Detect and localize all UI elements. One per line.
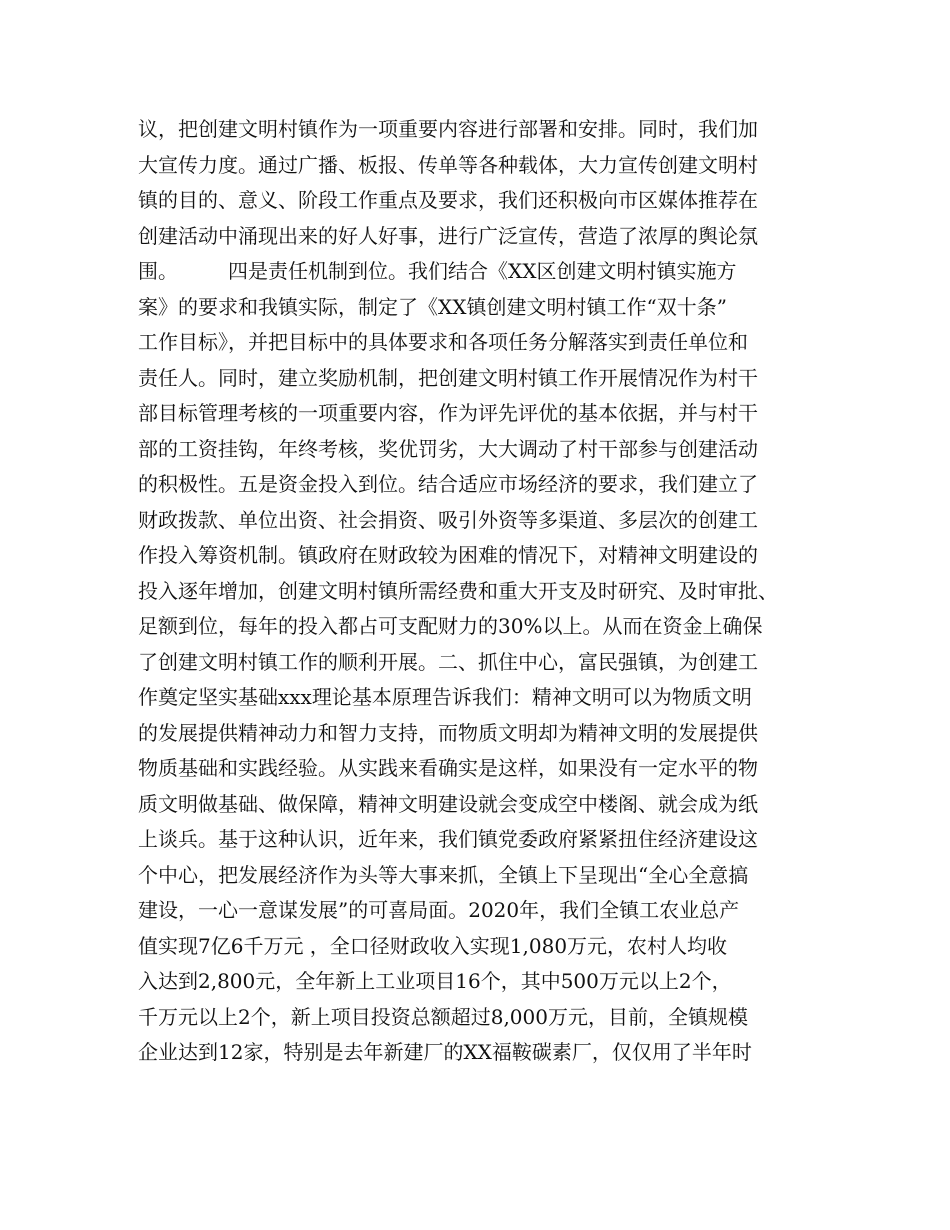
text-line: 镇的目的、意义、阶段工作重点及要求，我们还积极向市区媒体推荐在	[138, 188, 758, 212]
text-line: 部的工资挂钩，年终考核，奖优罚劣，大大调动了村干部参与创建活动	[138, 436, 758, 461]
text-line: 建设，一心一意谋发展”的可喜局面。2020年，我们全镇工农业总产	[138, 898, 740, 922]
body-text	[138, 112, 828, 1071]
text-line: 投入逐年增加，创建文明村镇所需经费和重大开支及时研究、及时审批、	[138, 578, 778, 603]
text-line: 围。 四是责任机制到位。我们结合《XX区创建文明村镇实施方	[138, 259, 737, 283]
text-line: 大宣传力度。通过广播、板报、传单等各种载体，大力宣传创建文明村	[138, 152, 758, 177]
text-line: 创建活动中涌现出来的好人好事，进行广泛宣传，营造了浓厚的舆论氛	[138, 223, 758, 248]
text-line: 物质基础和实践经验。从实践来看确实是这样，如果没有一定水平的物	[138, 756, 758, 780]
text-line: 足额到位，每年的投入都占可支配财力的30%以上。从而在资金上确保	[138, 614, 763, 638]
text-line: 企业达到12家，特别是去年新建厂的XX福鞍碳素厂，仅仅用了半年时	[138, 1040, 752, 1064]
text-line: 财政拨款、单位出资、社会捐资、吸引外资等多渠道、多层次的创建工	[138, 507, 758, 532]
text-line: 的发展提供精神动力和智力支持，而物质文明却为精神文明的发展提供	[138, 720, 758, 745]
text-line: 千万元以上2个，新上项目投资总额超过8,000万元，目前，全镇规模	[138, 1004, 748, 1029]
text-line: 个中心，把发展经济作为头等大事来抓，全镇上下呈现出“全心全意搞	[138, 862, 749, 887]
text-line: 议，把创建文明村镇作为一项重要内容进行部署和安排。同时，我们加	[138, 117, 758, 141]
text-line: 入达到2,800元，全年新上工业项目16个，其中500万元以上2个，	[138, 969, 732, 993]
text-line: 作投入筹资机制。镇政府在财政较为困难的情况下，对精神文明建设的	[138, 543, 758, 567]
text-line: 了创建文明村镇工作的顺利开展。二、抓住中心，富民强镇，为创建工	[138, 649, 758, 674]
text-line: 的积极性。五是资金投入到位。结合适应市场经济的要求，我们建立了	[138, 472, 758, 496]
text-line: 作奠定坚实基础xxx理论基本原理告诉我们：精神文明可以为物质文明	[138, 685, 752, 709]
text-line: 工作目标》，并把目标中的具体要求和各项任务分解落实到责任单位和	[138, 330, 748, 354]
text-line: 责任人。同时，建立奖励机制，把创建文明村镇工作开展情况作为村干	[138, 365, 758, 390]
text-line: 质文明做基础、做保障，精神文明建设就会变成空中楼阁、就会成为纸	[138, 791, 758, 816]
text-line: 部目标管理考核的一项重要内容，作为评先评优的基本依据，并与村干	[138, 401, 758, 425]
text-line: 案》的要求和我镇实际，制定了《XX镇创建文明村镇工作“双十条”	[138, 294, 727, 319]
text-line: 上谈兵。基于这种认识，近年来，我们镇党委政府紧紧扭住经济建设这	[138, 827, 758, 851]
text-line: 值实现7亿6千万元 ，全口径财政收入实现1,080万元，农村人均收	[138, 933, 728, 958]
